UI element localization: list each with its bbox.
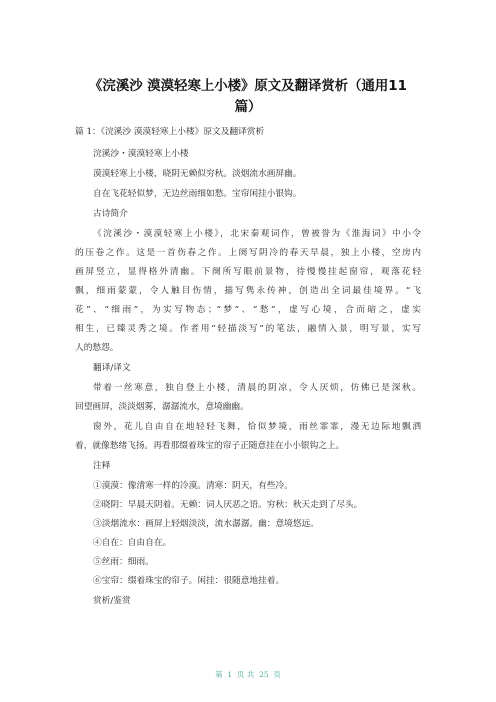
paragraph-line: 的压卷之作。这是一首伤春之作。上阕写阴冷的春天早晨，独上小楼，空房内	[75, 248, 421, 258]
paragraph-line: 画屏竖立，显得格外清幽。下阕所写眼前景物，待慢慢挂起窗帘，观落花轻	[75, 267, 421, 277]
paragraph-line: 花”、“细雨”，为实写物态；“梦”、“愁”，虚写心境，合而暗之，虚实	[75, 305, 421, 315]
paragraph-line: 窗外，花儿自由自在地轻轻飞舞，恰似梦境，雨丝霏霏，漫无边际地飘洒	[93, 422, 421, 432]
document-title-line-2: 篇）	[234, 100, 262, 115]
paragraph-line: 相生，已臻灵秀之境。作者用“轻描淡写”的笔法，融情入景，明写景，实写	[75, 324, 421, 334]
note-item: ①漠漠：像清寒一样的冷漠。清寒：阴天，有些冷。	[93, 481, 293, 491]
subheading-intro: 古诗简介	[93, 209, 128, 219]
note-item: ④自在：自由自在。	[93, 538, 172, 548]
paragraph-line: 着，就像愁绪飞扬。再看那缀着珠宝的帘子正随意挂在小小银钩之上。	[75, 441, 345, 451]
poem-line: 漠漠轻寒上小楼，晓阴无赖似穷秋。淡烟流水画屏幽。	[93, 169, 302, 179]
subheading-translation: 翻译/译文	[93, 363, 131, 373]
paragraph-line: 人的愁怨。	[75, 343, 119, 353]
note-item: ⑥宝帘：缀着珠宝的帘子。闲挂：很随意地挂着。	[93, 576, 285, 586]
paragraph-line: 《浣溪沙・漠漠轻寒上小楼》，北宋秦观词作，曾被誉为《淮海词》中小令	[93, 229, 421, 239]
page-number-footer: 第 1 页 共 25 页	[215, 670, 281, 679]
paragraph-line: 回望画屏，淡淡烟雾，潺潺流水，意境幽幽。	[75, 402, 249, 412]
poem-line: 自在飞花轻似梦，无边丝雨细如愁。宝帘闲挂小银钩。	[93, 189, 302, 199]
paragraph-line: 带着一丝寒意，独自登上小楼，清晨的阴凉，令人厌烦，仿佛已是深秋。	[93, 383, 421, 393]
paragraph-line: 飘，细雨蒙蒙，令人触目伤情，描写隽永传神，创造出全词最佳境界。“飞	[75, 286, 421, 296]
note-item: ③淡烟流水：画屏上轻烟淡淡，流水潺潺。幽：意境悠远。	[93, 519, 319, 529]
poem-title: 浣溪沙・漠漠轻寒上小楼	[93, 149, 189, 159]
note-item: ②晓阴：早晨天阴着。无赖：词人厌恶之语。穷秋：秋天走到了尽头。	[93, 500, 363, 510]
document-title-line-1: 《浣溪沙 漠漠轻寒上小楼》原文及翻译赏析（通用11	[89, 79, 407, 94]
subheading-notes: 注释	[93, 461, 111, 471]
section-heading: 篇 1：《浣溪沙 漠漠轻寒上小楼》原文及翻译赏析	[75, 127, 265, 137]
subheading-appreciation: 赏析/鉴赏	[93, 596, 131, 606]
note-item: ⑤丝雨：细雨。	[93, 557, 154, 567]
